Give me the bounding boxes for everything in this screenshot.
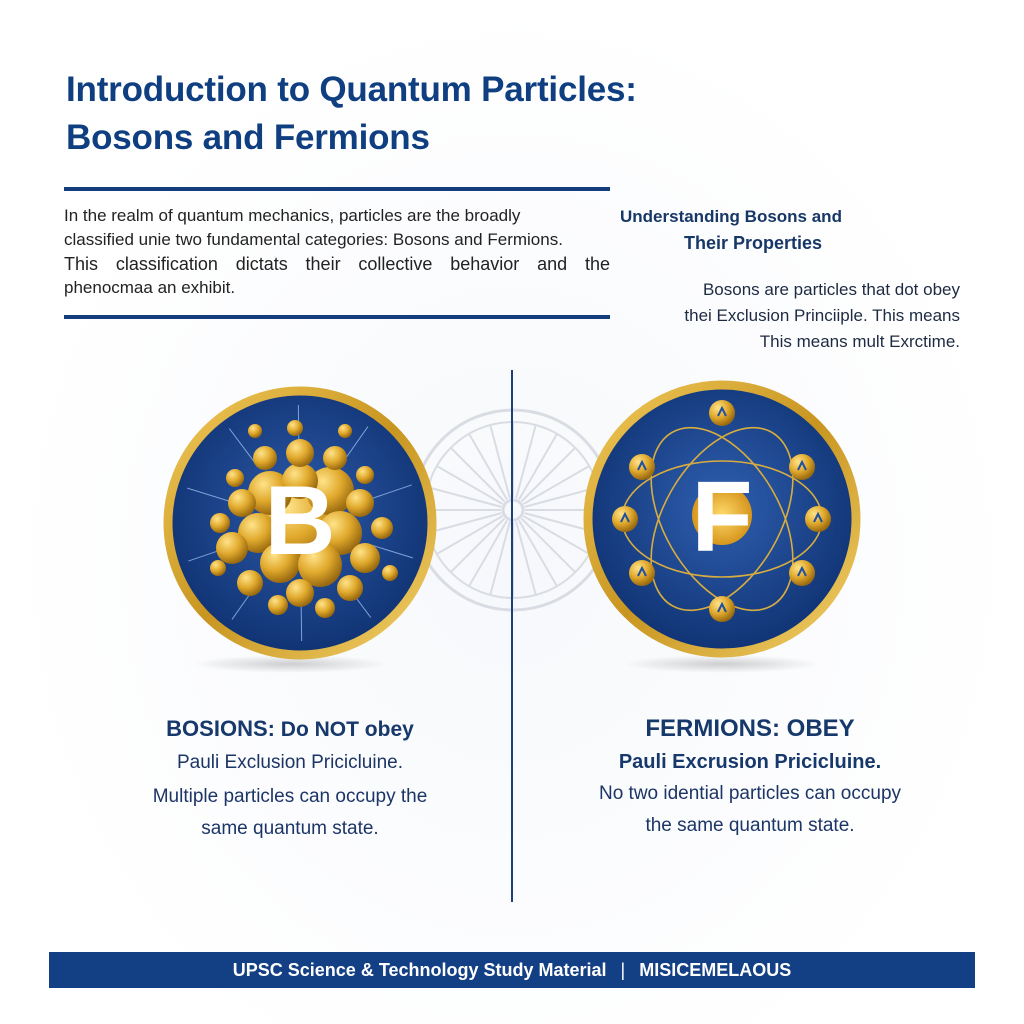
boson-particle-10	[346, 489, 374, 517]
fermion-electron-7	[789, 560, 815, 586]
bosons-caption-line-2: Multiple particles can occupy the	[152, 786, 428, 807]
bosons-caption-heading	[110, 712, 470, 747]
fermions-caption	[540, 712, 960, 842]
sidebar-body-line-1: Bosons are particles that dot obey	[702, 280, 960, 299]
boson-particle-20	[371, 517, 393, 539]
fermion-electron-6	[629, 560, 655, 586]
boson-particle-18	[286, 579, 314, 607]
intro-line-1: In the realm of quantum mechanics, particles are the broadly	[64, 206, 521, 225]
fermion-electron-8	[709, 596, 735, 622]
fermion-electron-1	[709, 400, 735, 426]
boson-particle-19	[210, 513, 230, 533]
boson-particle-29	[338, 424, 352, 438]
footer-left-text: UPSC Science & Technology Study Material	[232, 959, 607, 980]
intro-paragraph	[64, 204, 610, 300]
fermion-badge	[580, 377, 864, 661]
boson-particle-16	[237, 570, 263, 596]
boson-badge	[160, 383, 440, 663]
boson-particle-23	[226, 469, 244, 487]
boson-particle-22	[315, 598, 335, 618]
center-vertical-divider	[511, 370, 513, 902]
fermions-caption-line-2: No two idential particles can occupy	[598, 783, 902, 804]
boson-particle-27	[287, 420, 303, 436]
intro-line-2: classified unie two fundamental categories: Bosons and Fermions.	[64, 230, 563, 249]
boson-badge-letter: B	[264, 465, 336, 575]
fermion-electron-2	[629, 454, 655, 480]
top-divider-rule	[64, 187, 610, 191]
boson-particle-28	[248, 424, 262, 438]
sidebar-body-line-2: thei Exclusion Princiiple. This means	[684, 306, 960, 325]
boson-particle-24	[356, 466, 374, 484]
footer-separator: |	[620, 959, 626, 980]
sidebar-body	[600, 277, 960, 355]
fermions-caption-subheading: Pauli Excrusion Pricicluine.	[618, 751, 882, 773]
bosons-caption-heading-rest: Do NOT obey	[274, 718, 414, 741]
page-title: Introduction to Quantum Particles: Bosons and Fermions	[66, 70, 637, 157]
fermion-electron-3	[789, 454, 815, 480]
bottom-divider-rule	[64, 315, 610, 319]
bosons-caption-line-3: same quantum state.	[201, 818, 379, 839]
boson-particle-11	[216, 532, 248, 564]
fermion-badge-letter: F	[691, 461, 753, 573]
sidebar-heading-line-2: Their Properties	[684, 233, 823, 253]
boson-particle-13	[286, 439, 314, 467]
boson-particle-21	[268, 595, 288, 615]
boson-particle-17	[337, 575, 363, 601]
footer-banner	[49, 952, 975, 988]
sidebar-heading-line-1: Understanding Bosons and	[620, 207, 842, 226]
boson-particle-25	[210, 560, 226, 576]
sidebar-body-line-3: This means mult Exrctime.	[759, 332, 960, 351]
fermions-caption-heading: FERMIONS: OBEY	[645, 715, 855, 742]
fermions-caption-line-3: the same quantum state.	[645, 815, 855, 836]
bosons-caption-heading-strong: BOSIONS:	[166, 716, 275, 741]
intro-line-4: phenocmaa an exhibit.	[64, 278, 236, 297]
fermion-electron-5	[805, 506, 831, 532]
bosons-caption-line-1: Pauli Exclusion Pricicluine.	[177, 752, 403, 773]
sidebar-heading	[620, 203, 960, 257]
intro-line-3: This classification dictats their collective behavior and the	[64, 254, 610, 274]
boson-particle-9	[228, 489, 256, 517]
boson-particle-12	[350, 543, 380, 573]
boson-particle-26	[382, 565, 398, 581]
bosons-caption	[110, 712, 470, 845]
fermion-electron-4	[612, 506, 638, 532]
footer-right-text: MISICEMELAOUS	[639, 959, 792, 980]
